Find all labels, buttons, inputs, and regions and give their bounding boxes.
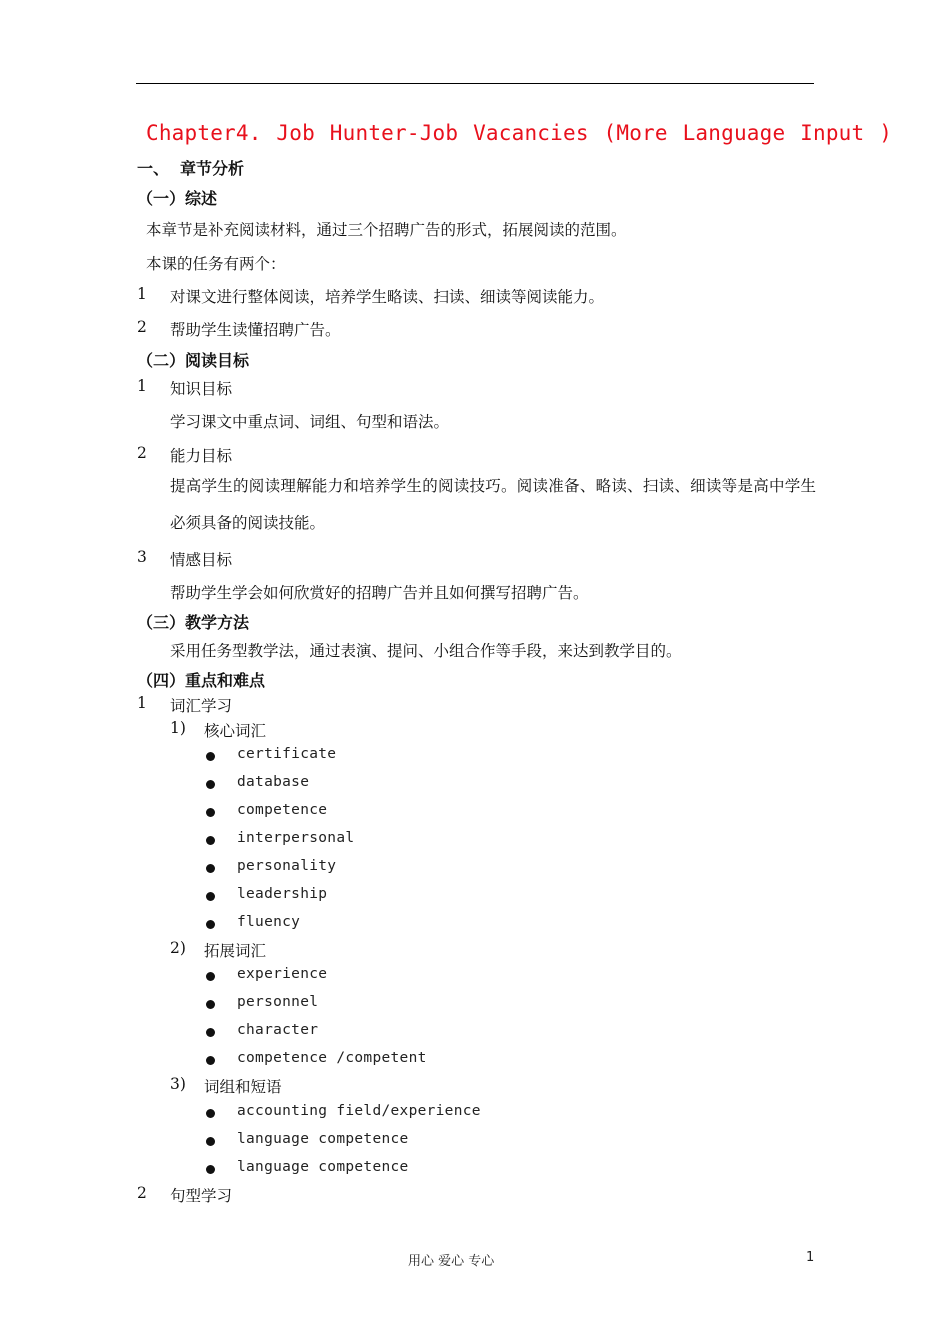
tasks-intro: 本课的任务有两个： [146, 255, 286, 273]
bullet-icon [206, 836, 215, 845]
vocabulary-item: certificate [237, 746, 337, 762]
goal-text: 提高学生的阅读理解能力和培养学生的阅读技巧。阅读准备、略读、扫读、细读等是高中学生必须具备的阅读技能。 [170, 477, 816, 532]
page-number: 1 [806, 1250, 815, 1265]
goal-number: 1 [137, 377, 147, 395]
methods-text: 采用任务型教学法，通过表演、提问、小组合作等手段，来达到教学目的。 [170, 642, 682, 660]
section-heading: 章节分析 [180, 159, 245, 178]
bullet-icon [206, 752, 215, 761]
methods-heading: （三）教学方法 [137, 613, 250, 632]
subsection-number: 1) [170, 719, 186, 737]
vocabulary-item: personality [237, 858, 337, 874]
goal-text: 学习课文中重点词、词组、句型和语法。 [170, 413, 450, 431]
keypoint-number: 1 [137, 694, 147, 712]
goal-label: 知识目标 [170, 380, 233, 398]
goal-number: 3 [137, 548, 147, 566]
subsection-label: 词组和短语 [204, 1078, 282, 1096]
bullet-icon [206, 780, 215, 789]
goal-text: 帮助学生学会如何欣赏好的招聘广告并且如何撰写招聘广告。 [170, 584, 589, 602]
vocabulary-item: personnel [237, 994, 319, 1010]
bullet-icon [206, 920, 215, 929]
vocabulary-item: interpersonal [237, 830, 355, 846]
task-number: 1 [137, 285, 147, 303]
vocabulary-item: fluency [237, 914, 301, 930]
bullet-icon [206, 1109, 215, 1118]
bullet-icon [206, 1165, 215, 1174]
bullet-icon [206, 1137, 215, 1146]
bullet-icon [206, 808, 215, 817]
keypoint-label: 词汇学习 [170, 697, 233, 715]
goal-number: 2 [137, 444, 147, 462]
task-number: 2 [137, 318, 147, 336]
subsection-label: 核心词汇 [204, 722, 267, 740]
keypoints-heading: （四）重点和难点 [137, 671, 266, 690]
vocabulary-item: language competence [237, 1159, 409, 1175]
goal-label: 能力目标 [170, 447, 233, 465]
vocabulary-item: database [237, 774, 310, 790]
bullet-icon [206, 1028, 215, 1037]
subsection-number: 2) [170, 939, 186, 957]
footer-motto: 用心 爱心 专心 [408, 1254, 495, 1269]
bullet-icon [206, 892, 215, 901]
document-title: Chapter4. Job Hunter-Job Vacancies (More Language Input ) [146, 121, 893, 145]
vocabulary-item: character [237, 1022, 319, 1038]
bullet-icon [206, 972, 215, 981]
section-number: 一、 [137, 159, 170, 178]
subsection-number: 3) [170, 1075, 186, 1093]
task-text: 对课文进行整体阅读，培养学生略读、扫读、细读等阅读能力。 [170, 288, 605, 306]
goal-label: 情感目标 [170, 551, 233, 569]
bullet-icon [206, 1056, 215, 1065]
vocabulary-item: accounting field/experience [237, 1103, 481, 1119]
vocabulary-item: language competence [237, 1131, 409, 1147]
overview-heading: （一）综述 [137, 189, 218, 208]
keypoint-number: 2 [137, 1184, 147, 1202]
subsection-label: 拓展词汇 [204, 942, 267, 960]
bullet-icon [206, 1000, 215, 1009]
vocabulary-item: leadership [237, 886, 328, 902]
vocabulary-item: competence [237, 802, 328, 818]
bullet-icon [206, 864, 215, 873]
keypoint-label: 句型学习 [170, 1187, 233, 1205]
header-rule [136, 83, 814, 84]
vocabulary-item: experience [237, 966, 328, 982]
goals-heading: （二）阅读目标 [137, 351, 250, 370]
overview-paragraph: 本章节是补充阅读材料，通过三个招聘广告的形式，拓展阅读的范围。 [146, 221, 627, 239]
task-text: 帮助学生读懂招聘广告。 [170, 321, 341, 339]
vocabulary-item: competence /competent [237, 1050, 427, 1066]
